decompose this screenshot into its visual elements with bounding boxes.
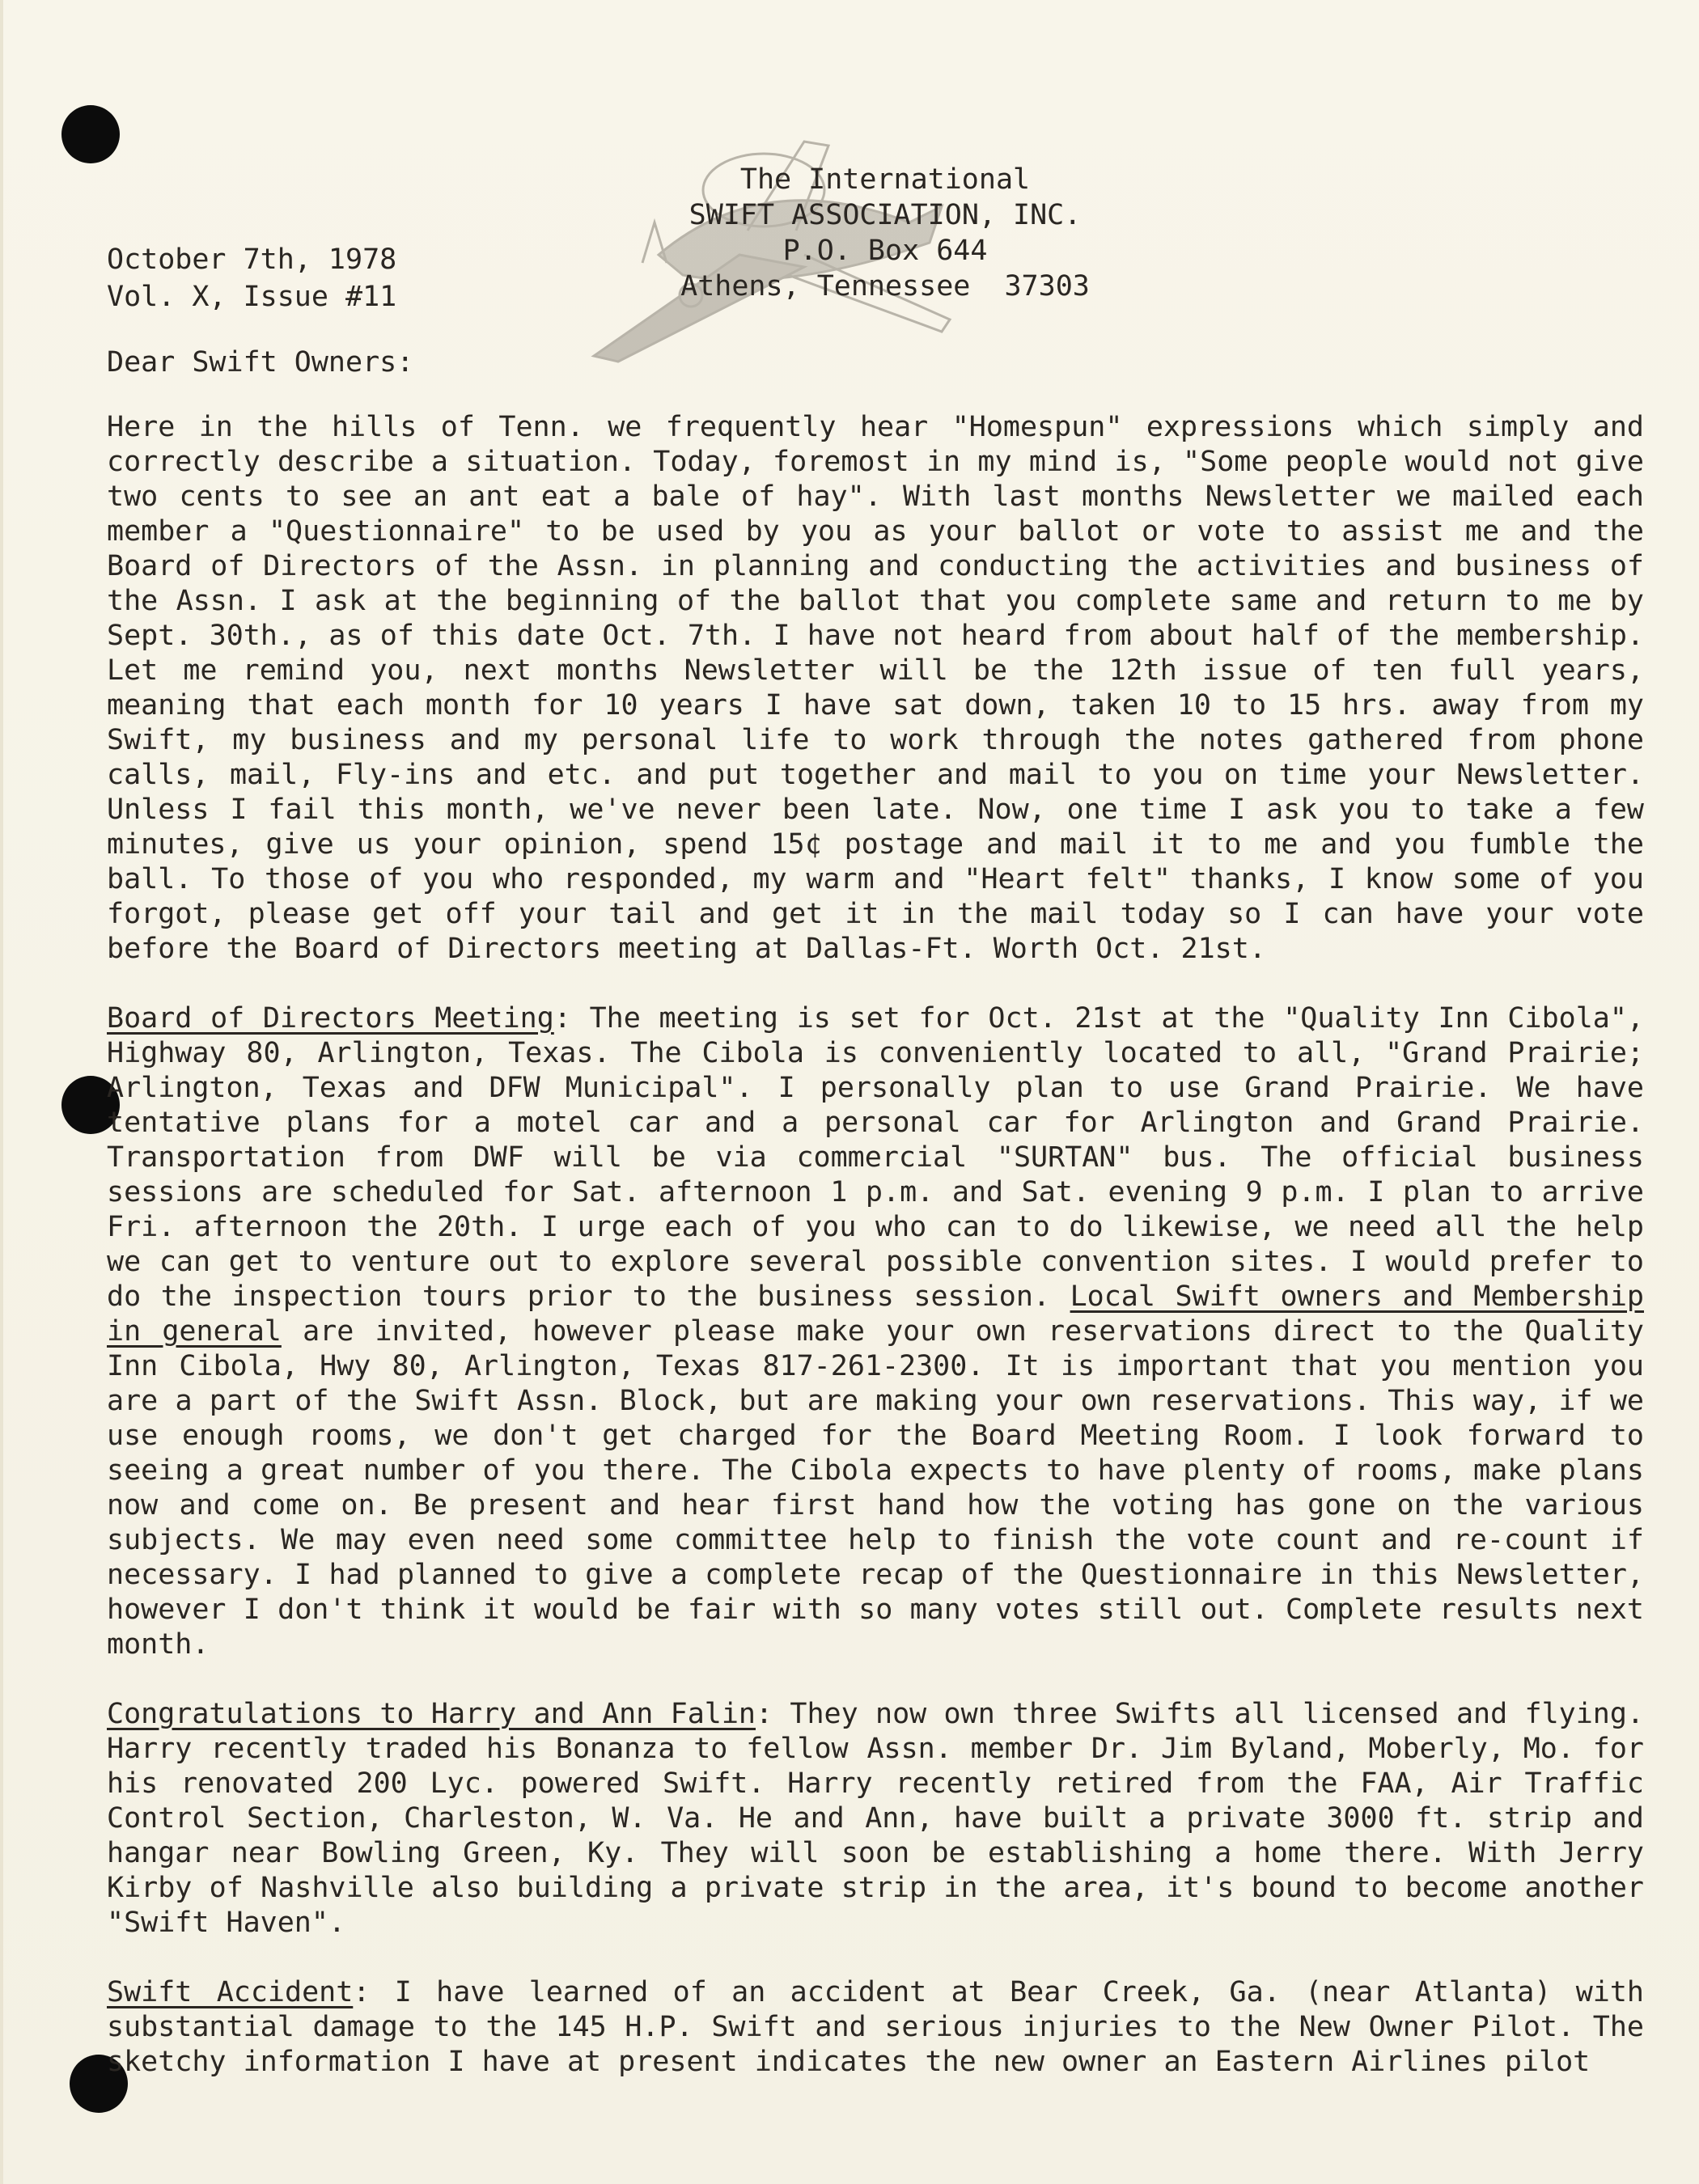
falin-text: : They now own three Swifts all licensed and flying. Harry recently traded his Bonanza to fellow Assn. member Dr. Jim Byland, Moberly, Mo. for his renovated 200 Lyc. powered Swift. Harry recently retired from the FAA, Air Traffic Control Section, Charleston, W. Va. He and Ann, have built a private 3000 ft. strip and hangar near Bowling Green, Ky. They will soon be establishing a home there. With Jerry Kirby of Nashville also building a private strip in the area, it's bound to become another "Swift Haven". — [107, 1698, 1645, 1939]
board-meeting-text-continued: are invited, however please make your own reservations direct to the Quality Inn Cibola, Hwy 80, Arlington, Texas 817-261-2300. It is important that you mention you are a part of the Swift Assn. Block, but are making your own reservations. This way, if we use enough rooms, we don't get charged for the Board Meeting Room. I look forward to seeing a great number of you there. The Cibola expects to have plenty of rooms, make plans now and come on. Be present and hear first hand how the voting has gone on the various subjects. We may even need some committee help to finish the vote count and re-count if necessary. I had planned to give a complete recap of the Questionnaire in this Newsletter, however I don't think it would be fair with so many votes still out. Complete results next month. — [107, 1315, 1645, 1661]
accident-heading: Swift Accident — [107, 1976, 354, 2008]
falin-heading: Congratulations to Harry and Ann Falin — [107, 1698, 756, 1730]
board-meeting-heading: Board of Directors Meeting — [107, 1002, 554, 1035]
accident-paragraph — [107, 1975, 1644, 2080]
accident-text: : I have learned of an accident at Bear Creek, Ga. (near Atlanta) with substantial damage to the 145 H.P. Swift and serious injuries to the New Owner Pilot. The sketchy information I have at present indicates the new owner an Eastern Airlines pilot — [107, 1976, 1644, 2078]
letterhead-city: Athens, Tennessee 37303 — [680, 270, 1090, 303]
board-meeting-paragraph — [107, 1001, 1644, 1662]
issue-info — [107, 241, 396, 315]
board-meeting-text: : The meeting is set for Oct. 21st at the "Quality Inn Cibola", Highway 80, Arlington, Texas. The Cibola is conveniently located to all, "Grand Prairie; Arlington, Texas and DFW Municipal". I personally plan to use Grand Prairie. We have tentative plans for a motel car and a personal car for Arlington and Grand Prairie. Transportation from DWF will be via commercial "SURTAN" bus. The official business sessions are scheduled for Sat. afternoon 1 p.m. and Sat. evening 9 p.m. I plan to arrive Fri. afternoon the 20th. I urge each of you who can to do likewise, we need all the help we can get to venture out to explore several possible convention sites. I would prefer to do the inspection tours prior to the business session. — [107, 1002, 1644, 1313]
letterhead-line: The International — [739, 163, 1031, 196]
falin-paragraph — [107, 1697, 1644, 1941]
board-meeting-underlined-text: Local Swift owners and Membership in general — [107, 1280, 1644, 1348]
issue-volume: Vol. X, Issue #11 — [107, 281, 397, 313]
newsletter-body — [107, 410, 1644, 2114]
punch-hole — [61, 105, 120, 163]
salutation: Dear Swift Owners: — [107, 346, 414, 379]
letterhead — [659, 162, 1112, 304]
letterhead-po-box: P.O. Box 644 — [782, 235, 988, 267]
intro-paragraph: Here in the hills of Tenn. we frequently hear "Homespun" expressions which simply and correctly describe a situation. Today, foremost in my mind is, "Some people would not give two cents to see an ant eat a bale of hay". With last months Newsletter we mailed each member a "Questionnaire" to be used by you as your ballot or vote to assist me and the Board of Directors of the Assn. in planning and conducting the activities and business of the Assn. I ask at the beginning of the ballot that you complete same and return to me by Sept. 30th., as of this date Oct. 7th. I have not heard from about half of the membership. Let me remind you, next months Newsletter will be the 12th issue of ten full years, meaning that each month for 10 years I have sat down, taken 10 to 15 hrs. away from my Swift, my business and my personal life to work through the notes gathered from phone calls, mail, Fly-ins and etc. and put together and mail to you on time your Newsletter. Unless I fail this month, we've never been late. Now, one time I ask you to take a few minutes, give us your opinion, spend 15¢ postage and mail it to me and you fumble the ball. To those of you who responded, my warm and "Heart felt" thanks, I know some of you forgot, please get off your tail and get it in the mail today so I can have your vote before the Board of Directors meeting at Dallas-Ft. Worth Oct. 21st. — [107, 411, 1644, 965]
letterhead-association-name: SWIFT ASSOCIATION, INC. — [688, 199, 1082, 231]
issue-date: October 7th, 1978 — [107, 243, 397, 276]
